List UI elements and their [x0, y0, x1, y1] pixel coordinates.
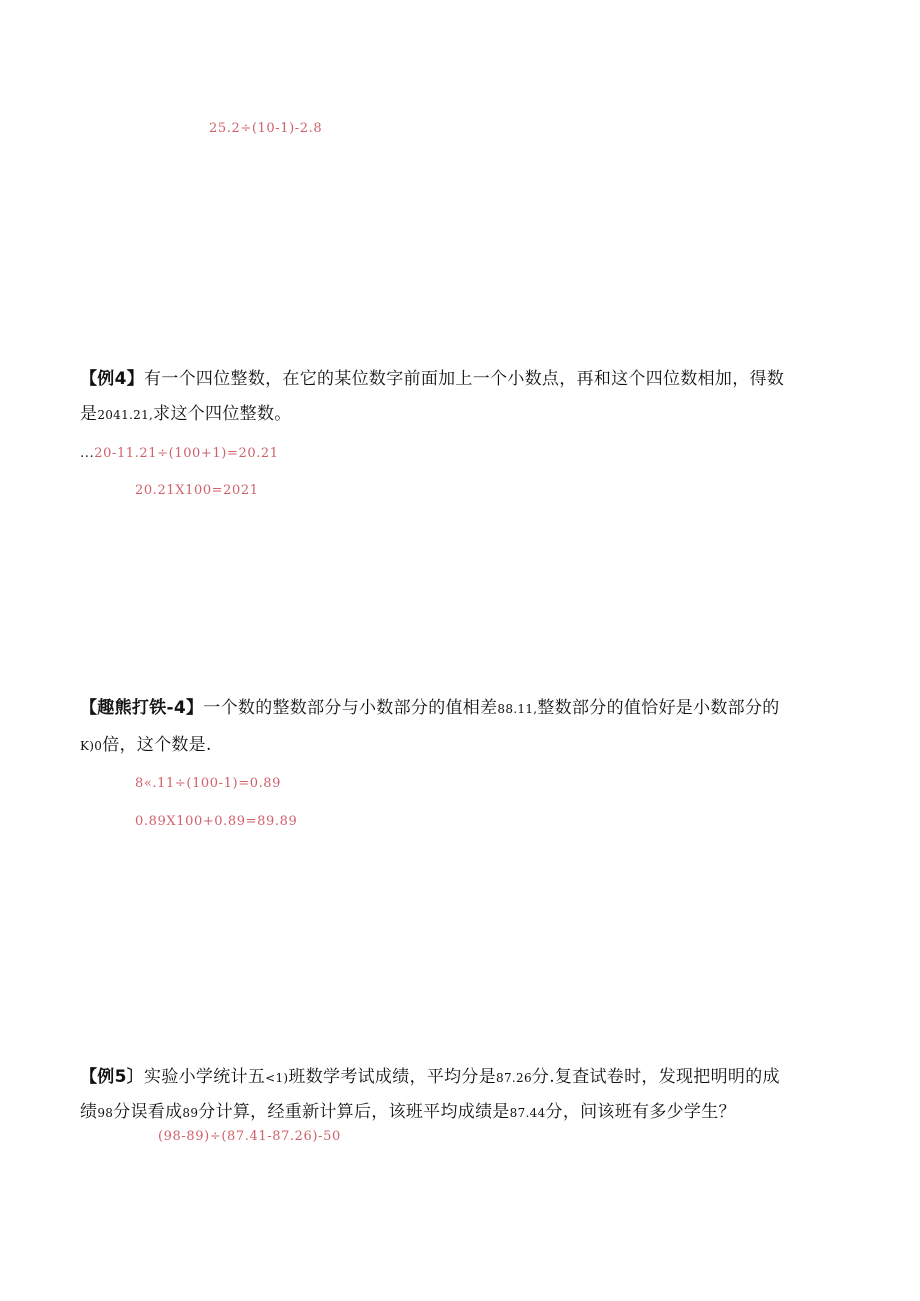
example-5-text-2b: 分误看成	[113, 1102, 183, 1122]
example-4-question-line-1	[80, 369, 784, 389]
example-5-number-3: 98	[97, 1106, 114, 1120]
example-4-answer-1: 20-11.21÷(100+1)=20.21	[94, 446, 279, 461]
example-4-question-line-2	[80, 404, 292, 425]
example-5-answer-line	[158, 1129, 341, 1145]
example-4-tag: 【例4】	[80, 369, 145, 389]
example-5-text-1b: 班数学考试成绩，平均分是	[288, 1067, 497, 1087]
example-4-answer-dots: ...	[80, 446, 95, 461]
practice-4-text-1a: 一个数的整数部分与小数部分的值相差	[203, 698, 498, 718]
example-5-text-1c: 分.复査试卷时，发现把明明的成	[531, 1067, 780, 1087]
example-4-number: 2041.21,	[97, 408, 154, 422]
practice-4-question-line-2	[80, 735, 212, 756]
practice-4-answer-line-2	[135, 814, 297, 830]
practice-4-answer-2: 0.89X100+0.89=89.89	[135, 814, 298, 829]
example-5-text-2c: 分计算，经重新计算后，该班平均成绩是	[198, 1102, 510, 1122]
example-5-text-1a: 实验小学统计五	[144, 1067, 266, 1087]
practice-4-answer-1: 8«.11÷(100-1)=0.89	[135, 776, 282, 791]
top-answer-text: 25.2÷(10-1)-2.8	[209, 121, 323, 136]
example-5-number-5: 87.44	[509, 1106, 546, 1120]
example-5-number-4: 89	[182, 1106, 199, 1120]
example-4-text-2b: 求这个四位整数。	[153, 404, 292, 424]
example-5-text-2d: 分，问该班有多少学生？	[545, 1102, 736, 1122]
practice-4-text-2: 倍，这个数是.	[102, 735, 212, 755]
top-answer	[209, 121, 322, 137]
practice-4-number-2: K)0	[80, 739, 103, 753]
example-4-answer-line-1	[80, 446, 279, 462]
example-4-text-2a: 是	[80, 404, 98, 424]
example-4-text-1: 有一个四位整数，在它的某位数字前面加上一个小数点，再和这个四位数相加，得数	[144, 369, 785, 389]
example-4-answer-line-2	[135, 483, 259, 499]
practice-4-tag: 【趣熊打铁-4】	[80, 698, 204, 718]
example-5-tag: 【例5〕	[80, 1067, 145, 1087]
example-5-question-line-1	[80, 1067, 780, 1088]
example-4-answer-2: 20.21X100=2021	[135, 483, 259, 498]
example-5-answer: (98-89)÷(87.41-87.26)-50	[158, 1129, 341, 1144]
practice-4-number-1: 88.11,	[497, 702, 538, 716]
example-5-number-1: <1)	[265, 1071, 289, 1085]
practice-4-question-line-1	[80, 698, 780, 719]
example-5-question-line-2	[80, 1102, 736, 1123]
practice-4-answer-line-1	[135, 776, 281, 792]
practice-4-text-1b: 整数部分的值恰好是小数部分的	[537, 698, 780, 718]
example-5-text-2a: 绩	[80, 1102, 98, 1122]
example-5-number-2: 87.26	[496, 1071, 532, 1085]
